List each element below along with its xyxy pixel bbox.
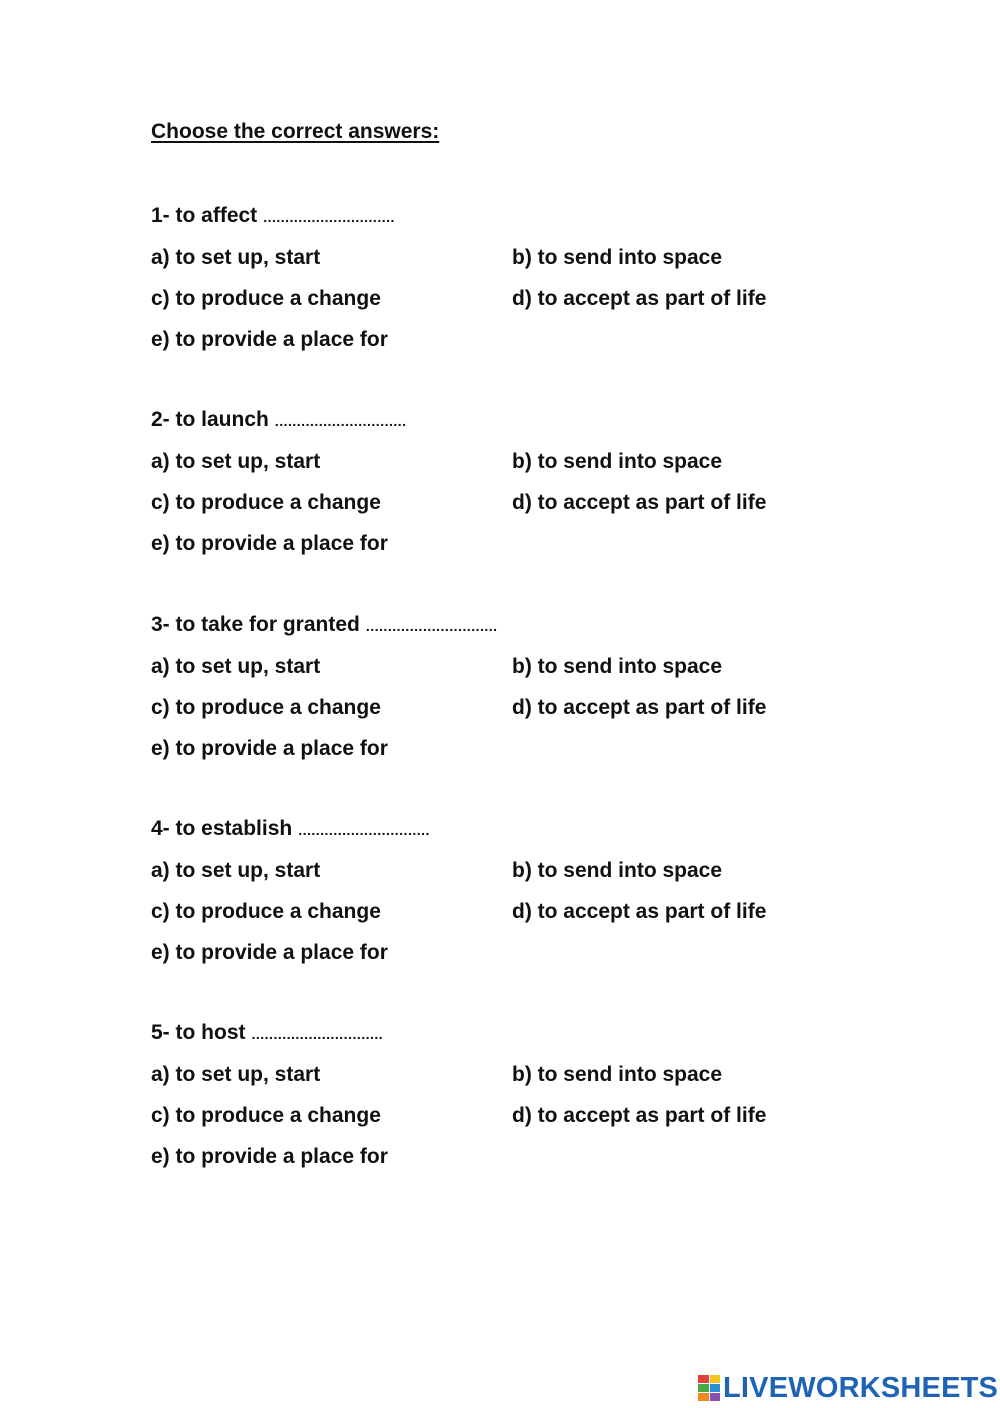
question-stem [151, 610, 911, 640]
question-5 [151, 1018, 911, 1183]
option-row [151, 1142, 911, 1183]
question-2 [151, 405, 911, 570]
worksheet-title: Choose the correct answers: [151, 120, 440, 143]
option-a: a) to set up, start [151, 450, 321, 473]
question-3 [151, 610, 911, 775]
option-c: c) to produce a change [151, 696, 381, 719]
option-c: c) to produce a change [151, 900, 381, 923]
logo-text: LIVEWORKSHEETS [723, 1371, 999, 1404]
question-stem [151, 405, 911, 435]
option-row [151, 325, 911, 366]
option-c: c) to produce a change [151, 1104, 381, 1127]
option-row [151, 284, 911, 325]
option-b: b) to send into space [512, 1063, 723, 1086]
option-row [151, 1060, 911, 1101]
answer-blank[interactable]: .............................. [298, 822, 430, 838]
liveworksheets-logo-icon [698, 1375, 720, 1401]
option-row [151, 734, 911, 775]
logo-block [710, 1375, 721, 1383]
question-stem [151, 814, 911, 844]
question-stem-text: 1- to affect [151, 204, 258, 227]
question-stem-text: 2- to launch [151, 408, 269, 431]
option-a: a) to set up, start [151, 859, 321, 882]
option-row [151, 488, 911, 529]
option-b: b) to send into space [512, 655, 723, 678]
question-stem-text: 5- to host [151, 1021, 246, 1044]
option-row [151, 856, 911, 897]
logo-block [698, 1375, 709, 1383]
option-a: a) to set up, start [151, 655, 321, 678]
option-a: a) to set up, start [151, 1063, 321, 1086]
option-row [151, 652, 911, 693]
option-row [151, 529, 911, 570]
option-row [151, 447, 911, 488]
option-c: c) to produce a change [151, 491, 381, 514]
question-4 [151, 814, 911, 979]
option-e: e) to provide a place for [151, 1145, 388, 1168]
option-row [151, 693, 911, 734]
answer-blank[interactable]: .............................. [251, 1026, 384, 1042]
option-b: b) to send into space [512, 450, 723, 473]
logo-block [710, 1393, 721, 1401]
option-c: c) to produce a change [151, 287, 381, 310]
question-stem-text: 4- to establish [151, 817, 293, 840]
option-d: d) to accept as part of life [512, 900, 767, 923]
option-d: d) to accept as part of life [512, 287, 767, 310]
option-b: b) to send into space [512, 859, 723, 882]
option-row [151, 897, 911, 938]
question-stem [151, 201, 911, 231]
option-e: e) to provide a place for [151, 941, 388, 964]
option-e: e) to provide a place for [151, 737, 388, 760]
question-1 [151, 201, 911, 366]
answer-blank[interactable]: .............................. [263, 209, 395, 225]
option-d: d) to accept as part of life [512, 491, 767, 514]
option-row [151, 938, 911, 979]
option-d: d) to accept as part of life [512, 1104, 767, 1127]
liveworksheets-logo [698, 1372, 998, 1404]
option-row [151, 243, 911, 284]
question-stem-text: 3- to take for granted [151, 613, 360, 636]
answer-blank[interactable]: .............................. [365, 618, 498, 634]
option-a: a) to set up, start [151, 246, 321, 269]
option-e: e) to provide a place for [151, 328, 388, 351]
option-b: b) to send into space [512, 246, 723, 269]
logo-block [710, 1384, 721, 1392]
answer-blank[interactable]: .............................. [274, 413, 407, 429]
logo-block [698, 1384, 709, 1392]
question-stem [151, 1018, 911, 1048]
option-row [151, 1101, 911, 1142]
option-d: d) to accept as part of life [512, 696, 767, 719]
option-e: e) to provide a place for [151, 532, 388, 555]
logo-block [698, 1393, 709, 1401]
